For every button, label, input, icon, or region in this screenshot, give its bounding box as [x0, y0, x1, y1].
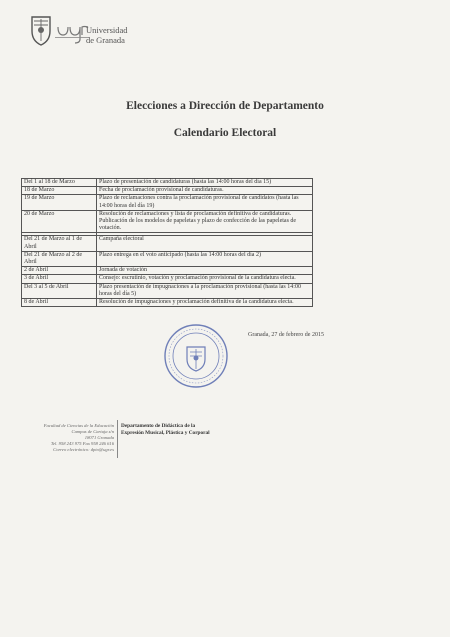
calendar-date-cell: 20 de Marzo	[22, 210, 97, 233]
table-row	[22, 179, 313, 187]
footer-address-line: Correo electrónico: dpto@ugr.es	[53, 447, 114, 452]
calendar-date-cell: 19 de Marzo	[22, 195, 97, 210]
calendar-event-cell: Resolución de impugnaciones y proclamación definitiva de la candidatura electa.	[97, 299, 313, 307]
calendar-event-cell: Resolución de reclamaciones y lista de proclamación definitiva de candidaturas. Publicación de los modelos de papeletas y plazo de confección de las papeletas de votación.	[97, 210, 313, 233]
university-name	[86, 25, 128, 45]
footer-department	[121, 423, 231, 436]
footer-department-line2: Expresión Musical, Plástica y Corporal	[121, 429, 210, 436]
table-row	[22, 275, 313, 283]
calendar-event-cell: Plazo de reclamaciones contra la proclamación provisional de candidatos (hasta las 14:00 horas del día 19)	[97, 195, 313, 210]
table-row	[22, 251, 313, 266]
calendar-event-cell: Fecha de proclamación provisional de candidaturas.	[97, 187, 313, 195]
footer-department-line1: Departamento de Didáctica de la	[121, 423, 196, 429]
table-row	[22, 195, 313, 210]
footer-address-line: Facultad de Ciencias de la Educación	[43, 423, 114, 428]
footer-address-line: Tel. 958 243 975 Fax 958 246 616	[50, 441, 114, 446]
footer-address	[20, 423, 114, 453]
footer-address-line: 18071 Granada	[84, 435, 114, 440]
calendar-date-cell: Del 3 al 5 de Abril	[22, 283, 97, 298]
table-row	[22, 299, 313, 307]
calendar-event-cell: Jornada de votación	[97, 267, 313, 275]
table-row	[22, 236, 313, 251]
calendar-event-cell: Consejo: escrutinio, votación y proclamación provisional de la candidatura electa.	[97, 275, 313, 283]
table-row	[22, 267, 313, 275]
place-and-date: Granada, 27 de febrero de 2015	[248, 332, 324, 338]
footer-address-line: Campus de Cartuja s/n	[71, 429, 114, 434]
page-title: Elecciones a Dirección de Departamento	[126, 100, 324, 112]
page-subtitle: Calendario Electoral	[173, 127, 277, 139]
table-row	[22, 187, 313, 195]
calendar-date-cell: 2 de Abril	[22, 267, 97, 275]
calendar-date-cell: Del 21 de Marzo al 1 de Abril	[22, 236, 97, 251]
electoral-calendar-table	[21, 178, 313, 307]
calendar-event-cell: Plazo de presentación de candidaturas (hasta las 14:00 horas del día 15)	[97, 179, 313, 187]
calendar-date-cell: 8 de Abril	[22, 299, 97, 307]
table-row	[22, 283, 313, 298]
table-row	[22, 210, 313, 233]
university-name-line2: de Granada	[86, 35, 125, 45]
calendar-event-cell: Plazo entrega en el voto anticipado (hasta las 14:00 horas del día 2)	[97, 251, 313, 266]
calendar-date-cell: Del 21 de Marzo al 2 de Abril	[22, 251, 97, 266]
calendar-event-cell: Plazo presentación de impugnaciones a la proclamación provisional (hasta las 14:00 horas del día 5)	[97, 283, 313, 298]
university-name-line1: Universidad	[86, 25, 128, 35]
calendar-date-cell: 3 de Abril	[22, 275, 97, 283]
footer-divider	[117, 420, 118, 458]
department-stamp-icon	[163, 323, 229, 389]
calendar-event-cell: Campaña electoral	[97, 236, 313, 251]
calendar-date-cell: 18 de Marzo	[22, 187, 97, 195]
calendar-date-cell: Del 1 al 18 de Marzo	[22, 179, 97, 187]
